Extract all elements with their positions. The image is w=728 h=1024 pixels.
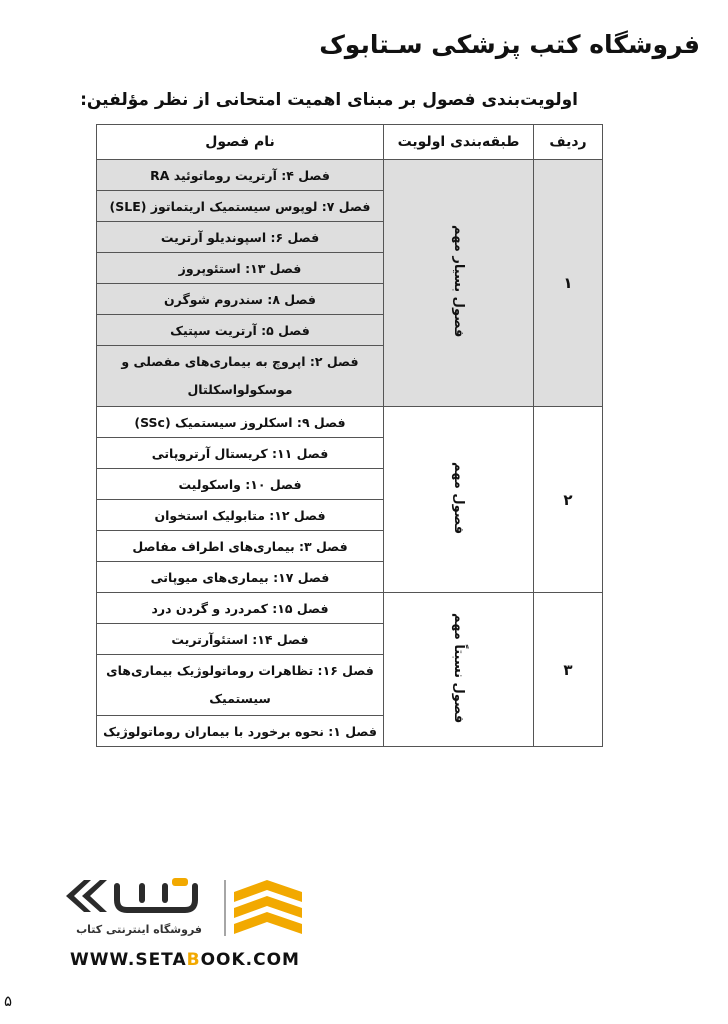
chapter-cell: فصل ۱۵: کمردرد و گردن درد <box>97 593 384 624</box>
chapter-cell: فصل ۱۴: استئوآرتریت <box>97 624 384 655</box>
category-cell <box>384 593 534 747</box>
chapter-cell: فصل ۱۳: استئوپروز <box>97 253 384 284</box>
brand-wordmark <box>117 886 195 910</box>
chapter-cell: فصل ۱۲: متابولیک استخوان <box>97 500 384 531</box>
category-label: فصول نسبتاً مهم <box>451 612 466 724</box>
row-number: ۳ <box>534 593 603 747</box>
header-category: طبقه‌بندی اولویت <box>384 125 534 160</box>
chapter-cell: فصل ۸: سندروم شوگرن <box>97 284 384 315</box>
page-header-title: فروشگاه کتب پزشکی سـتابوک <box>319 30 700 59</box>
row-number: ۱ <box>534 160 603 407</box>
row-number: ۲ <box>534 407 603 593</box>
chapter-cell: فصل ۱۰: واسکولیت <box>97 469 384 500</box>
chapter-cell: فصل ۹: اسکلروز سیستمیک (SSc) <box>97 407 384 438</box>
chapter-cell: فصل ۲: اپروچ به بیماری‌های مفصلی و موسکولواسکلتال <box>97 346 384 407</box>
book-chevron-icon <box>234 880 302 934</box>
brand-accent <box>172 878 188 886</box>
table-header-row <box>97 125 603 160</box>
table-row <box>97 160 603 191</box>
chapter-cell: فصل ۳: بیماری‌های اطراف مفاصل <box>97 531 384 562</box>
category-label: فصول بسیار مهم <box>451 225 466 338</box>
chapter-cell: فصل ۵: آرتریت سپتیک <box>97 315 384 346</box>
header-chapter: نام فصول <box>97 125 384 160</box>
page-number: ۵ <box>4 992 13 1010</box>
chapter-cell: فصل ۱۱: کریستال آرتروپاتی <box>97 438 384 469</box>
chapter-cell: فصل ۴: آرتریت روماتوئید RA <box>97 160 384 191</box>
chapter-cell: فصل ۱۶: تظاهرات روماتولوژیک بیماری‌های سیستمیک <box>97 655 384 716</box>
chapter-cell: فصل ۷: لوپوس سیستمیک اریتماتوز (SLE) <box>97 191 384 222</box>
priority-table <box>96 124 603 747</box>
table-row <box>97 593 603 624</box>
chapter-cell: فصل ۱: نحوه برخورد با بیماران روماتولوژیک <box>97 716 384 747</box>
logo-url: WWW.SETABOOK.COM <box>70 950 300 970</box>
logo-tagline: فروشگاه اینترنتی کتاب <box>76 923 202 936</box>
chapter-cell: فصل ۱۷: بیماری‌های میوپاتی <box>97 562 384 593</box>
table-caption: اولویت‌بندی فصول بر مبنای اهمیت امتحانی از نظر مؤلفین: <box>80 90 578 110</box>
chevrons-icon <box>66 880 107 912</box>
header-row-number: ردیف <box>534 125 603 160</box>
category-cell <box>384 407 534 593</box>
category-label: فصول مهم <box>451 461 466 535</box>
chapter-cell: فصل ۶: اسپوندیلو آرتریت <box>97 222 384 253</box>
table-row <box>97 407 603 438</box>
category-cell <box>384 160 534 407</box>
